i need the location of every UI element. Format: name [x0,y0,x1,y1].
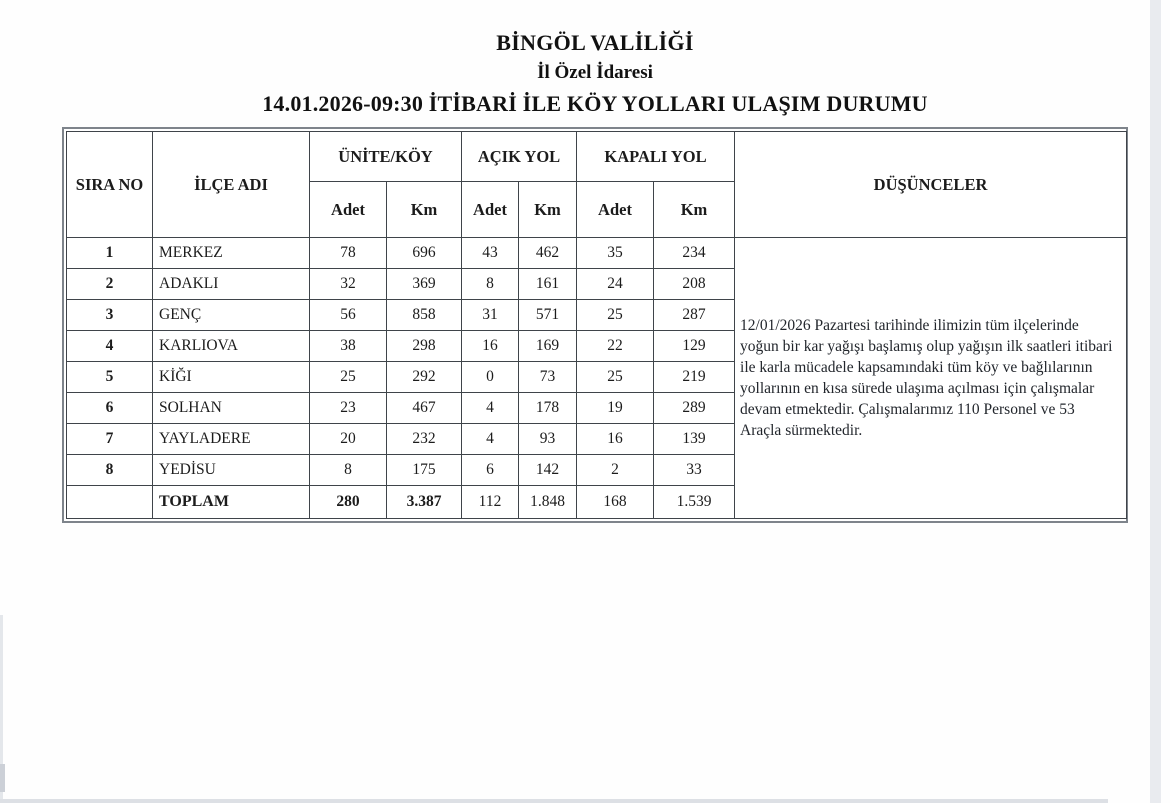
unite-km-cell: 696 [387,238,462,269]
kapali-adet-cell: 16 [577,424,654,455]
kapali-adet-cell: 22 [577,331,654,362]
header-kapali-adet: Adet [577,182,654,238]
acik-km-cell: 93 [519,424,577,455]
district-name-cell: KARLIOVA [153,331,310,362]
header-acik-km: Km [519,182,577,238]
acik-adet-cell: 43 [462,238,519,269]
kapali-km-cell: 289 [654,393,735,424]
scan-edge-artifact-mark [0,764,5,792]
kapali-adet-cell: 25 [577,362,654,393]
unite-km-cell: 298 [387,331,462,362]
kapali-km-cell: 139 [654,424,735,455]
unite-adet-cell: 78 [310,238,387,269]
total-unite-adet-cell: 280 [310,486,387,519]
kapali-adet-cell: 2 [577,455,654,486]
header-sira-no: SIRA NO [67,132,153,238]
scan-edge-artifact-right [1150,0,1161,803]
header-dusunceler: DÜŞÜNCELER [735,132,1127,238]
acik-adet-cell: 4 [462,393,519,424]
unite-adet-cell: 38 [310,331,387,362]
acik-km-cell: 142 [519,455,577,486]
document-header [62,30,1128,117]
row-number-cell: 3 [67,300,153,331]
acik-km-cell: 73 [519,362,577,393]
district-name-cell: YAYLADERE [153,424,310,455]
unite-km-cell: 369 [387,269,462,300]
table-row [67,238,1127,269]
kapali-adet-cell: 35 [577,238,654,269]
district-name-cell: MERKEZ [153,238,310,269]
acik-km-cell: 462 [519,238,577,269]
acik-km-cell: 161 [519,269,577,300]
kapali-km-cell: 219 [654,362,735,393]
district-name-cell: ADAKLI [153,269,310,300]
kapali-km-cell: 287 [654,300,735,331]
total-label-cell: TOPLAM [153,486,310,519]
unite-km-cell: 467 [387,393,462,424]
unite-km-cell: 232 [387,424,462,455]
row-number-cell: 2 [67,269,153,300]
header-acik-yol: AÇIK YOL [462,132,577,182]
row-number-cell-empty [67,486,153,519]
scan-edge-artifact-bottom [0,799,1108,803]
acik-adet-cell: 8 [462,269,519,300]
acik-km-cell: 571 [519,300,577,331]
header-kapali-yol: KAPALI YOL [577,132,735,182]
acik-adet-cell: 6 [462,455,519,486]
unite-adet-cell: 25 [310,362,387,393]
total-kapali-adet-cell: 168 [577,486,654,519]
header-row-1 [67,132,1127,182]
row-number-cell: 7 [67,424,153,455]
acik-adet-cell: 4 [462,424,519,455]
unite-adet-cell: 8 [310,455,387,486]
header-kapali-km: Km [654,182,735,238]
kapali-adet-cell: 24 [577,269,654,300]
district-name-cell: KİĞI [153,362,310,393]
unite-adet-cell: 20 [310,424,387,455]
row-number-cell: 5 [67,362,153,393]
row-number-cell: 4 [67,331,153,362]
unite-km-cell: 858 [387,300,462,331]
district-name-cell: SOLHAN [153,393,310,424]
road-status-table-frame [62,127,1128,523]
district-name-cell: YEDİSU [153,455,310,486]
acik-adet-cell: 31 [462,300,519,331]
header-unite-koy: ÜNİTE/KÖY [310,132,462,182]
administration-subtitle: İl Özel İdaresi [537,62,653,83]
header-unite-km: Km [387,182,462,238]
kapali-km-cell: 33 [654,455,735,486]
total-kapali-km-cell: 1.539 [654,486,735,519]
acik-adet-cell: 16 [462,331,519,362]
total-acik-adet-cell: 112 [462,486,519,519]
kapali-km-cell: 129 [654,331,735,362]
report-title: 14.01.2026-09:30 İTİBARİ İLE KÖY YOLLARI ULAŞIM DURUMU [262,91,928,116]
total-acik-km-cell: 1.848 [519,486,577,519]
acik-adet-cell: 0 [462,362,519,393]
road-status-table [66,131,1127,519]
unite-adet-cell: 32 [310,269,387,300]
header-unite-adet: Adet [310,182,387,238]
total-unite-km-cell: 3.387 [387,486,462,519]
remarks-cell: 12/01/2026 Pazartesi tarihinde ilimizin tüm ilçelerinde yoğun bir kar yağışı başlamış olup yağışın ilk saatleri itibari ile karla mücadele kapsamındaki tüm köy ve bağlılarının yollarının en kısa sürede ulaşıma açılması için çalışmalar devam etmektedir. Çalışmalarımız 110 Personel ve 53 Araçla sürmektedir. [735,238,1127,519]
kapali-km-cell: 208 [654,269,735,300]
header-ilce-adi: İLÇE ADI [153,132,310,238]
header-acik-adet: Adet [462,182,519,238]
acik-km-cell: 178 [519,393,577,424]
unite-adet-cell: 23 [310,393,387,424]
kapali-adet-cell: 19 [577,393,654,424]
row-number-cell: 6 [67,393,153,424]
kapali-km-cell: 234 [654,238,735,269]
acik-km-cell: 169 [519,331,577,362]
district-name-cell: GENÇ [153,300,310,331]
unite-km-cell: 175 [387,455,462,486]
unite-adet-cell: 56 [310,300,387,331]
unite-km-cell: 292 [387,362,462,393]
kapali-adet-cell: 25 [577,300,654,331]
governorship-title: BİNGÖL VALİLİĞİ [496,30,694,55]
row-number-cell: 8 [67,455,153,486]
row-number-cell: 1 [67,238,153,269]
